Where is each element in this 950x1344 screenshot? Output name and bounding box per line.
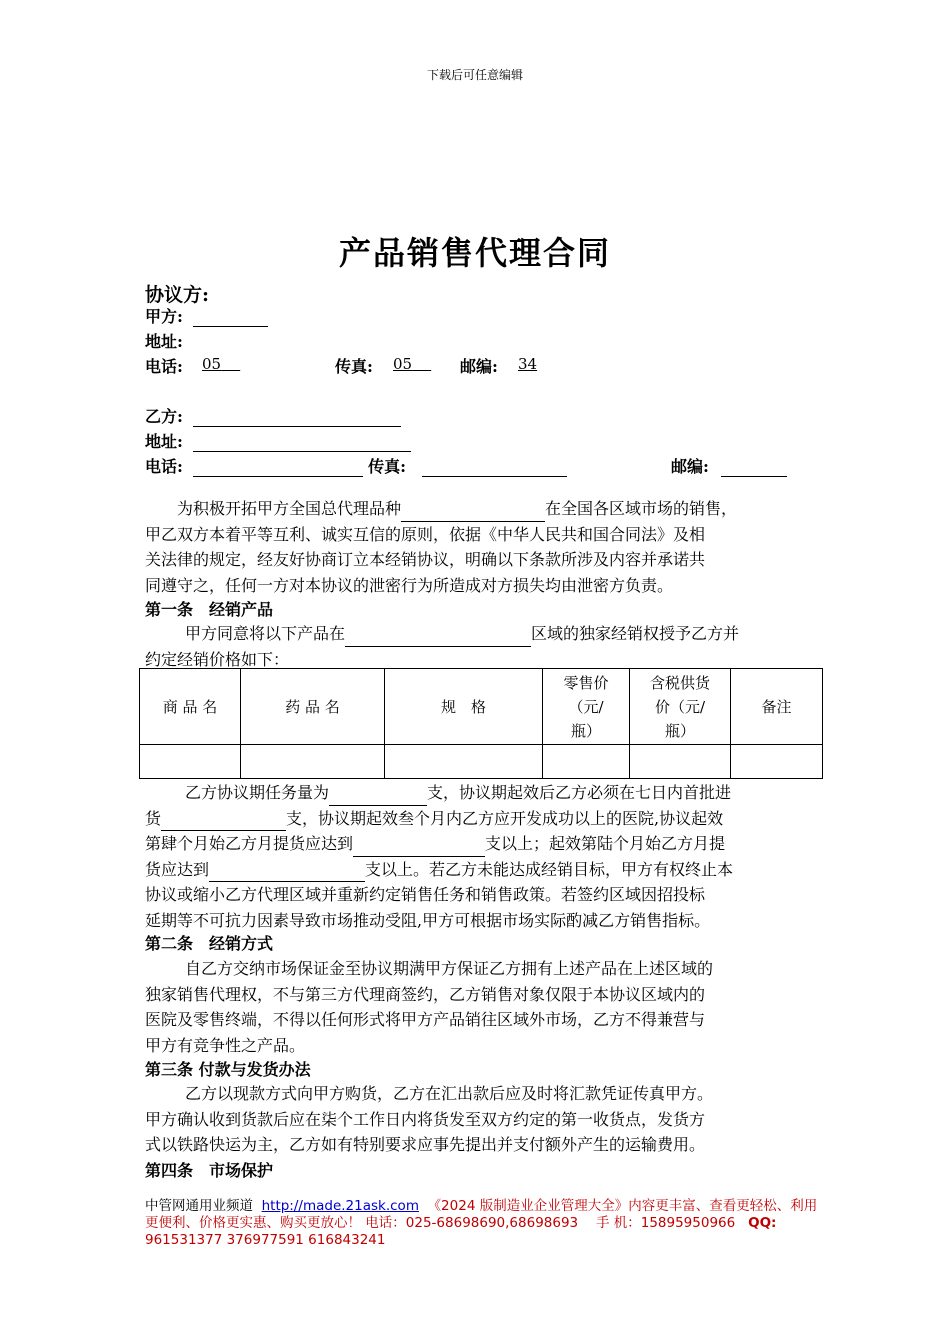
header-supply-price: 含税供货 价（元/ 瓶） [630, 669, 731, 745]
article-3-heading: 第三条 付款与发货办法 [145, 1060, 311, 1079]
party-a-fax-label: 传真: [335, 357, 373, 376]
table-cell[interactable] [241, 745, 385, 779]
footer-promo-2: 更便利、价格更实惠、购买更放心！ 电话：025-68698690,68698693 手 机：15895950966 [145, 1215, 736, 1231]
table-cell[interactable] [543, 745, 630, 779]
party-a-zip-value: 34 [518, 355, 538, 373]
party-a-row [145, 304, 268, 327]
party-b-zip-blank[interactable] [721, 460, 787, 477]
month4-blank[interactable] [353, 842, 485, 857]
contract-title: 产品销售代理合同 [338, 234, 611, 272]
footer-link[interactable]: http://made.21ask.com [261, 1198, 419, 1214]
party-b-zip-label: 邮编: [671, 457, 709, 476]
party-b-fax-label: 传真: [368, 457, 406, 476]
article-1-text: 甲方同意将以下产品在 区域的独家经销权授予乙方并 约定经销价格如下： [145, 624, 740, 669]
task-paragraph: 乙方协议期任务量为 支，协议期起效后乙方必须在七日内首批进 货 支，协议期起效叁个月内乙方应开发成功以上的医院,协议起效 第肆个月始乙方月提货应达到 支以上；起效第陆个月始乙方月提 货应达到 支以上。若乙方未能达成经销目标，甲方有权终止本 协议或缩小乙方代理区域并重新约定销售任务和销售政策。若签约区域因招投标 延期等不可抗力因素导致市场推动受阻,甲方可根据市场实际酌减乙方销售指标。 [145, 783, 734, 930]
party-a-phone-value: 05 [202, 355, 222, 373]
footer-ad [145, 1198, 835, 1249]
header-drug-name: 药 品 名 [241, 669, 385, 745]
party-b-zip-row [671, 454, 787, 477]
region-blank[interactable] [345, 632, 531, 647]
footer-channel: 中管网通用业频道 [145, 1198, 253, 1214]
article-4-heading: 第四条 市场保护 [145, 1161, 274, 1180]
party-b-contact-row [145, 454, 567, 477]
header-remarks: 备注 [731, 669, 823, 745]
table-row [140, 745, 823, 779]
article-1-heading: 第一条 经销产品 [145, 600, 274, 619]
header-retail-price: 零售价 （元/ 瓶） [543, 669, 630, 745]
table-cell[interactable] [731, 745, 823, 779]
party-b-address-row [145, 429, 411, 452]
party-b-row [145, 404, 401, 427]
party-b-fax-blank[interactable] [422, 460, 567, 477]
table-header-row [140, 669, 823, 745]
article-3-text: 乙方以现款方式向甲方购货，乙方在汇出款后应及时将汇款凭证传真甲方。 甲方确认收到货款后应在柒个工作日内将货发至双方约定的第一收货点，发货方 式以铁路快运为主，乙方如有特别要求应事先提出并支付额外产生的运输费用。 [145, 1084, 714, 1154]
footer-promo-1: 《2024 版制造业企业管理大全》内容更丰富、查看更轻松、利用 [427, 1198, 818, 1214]
first-batch-blank[interactable] [161, 816, 286, 831]
party-b-phone-label: 电话: [145, 457, 183, 476]
task-volume-blank[interactable] [329, 791, 427, 806]
table-cell[interactable] [385, 745, 543, 779]
table-cell[interactable] [140, 745, 241, 779]
footer-qq-numbers: 961531377 376977591 616843241 [145, 1232, 386, 1248]
party-a-phone-label: 电话: [145, 357, 183, 376]
table-cell[interactable] [630, 745, 731, 779]
article-2-text: 自乙方交纳市场保证金至协议期满甲方保证乙方拥有上述产品在上述区域的 独家销售代理权，不与第三方代理商签约，乙方销售对象仅限于本协议区域内的 医院及零售终端，不得以任何形式将甲方产品销往区域外市场，乙方不得兼营与 甲方有竞争性之产品。 [145, 959, 714, 1055]
article-2-heading: 第二条 经销方式 [145, 934, 274, 953]
intro-paragraph: 为积极开拓甲方全国总代理品种 在全国各区域市场的销售， 甲乙双方本着平等互利、诚实互信的原则，依据《中华人民共和国合同法》及相 关法律的规定，经友好协商订立本经销协议，明确以下条款所涉及内容并承诺共 同遵守之，任何一方对本协议的泄密行为所造成对方损失均由泄密方负责。 [145, 499, 738, 595]
price-table [139, 668, 823, 779]
header-spec: 规 格 [385, 669, 543, 745]
party-b-address-label: 地址: [145, 432, 183, 451]
party-a-address-label: 地址: [145, 332, 183, 351]
header-note: 下载后可任意编辑 [426, 68, 523, 82]
parties-heading: 协议方: [145, 284, 210, 306]
product-blank[interactable] [401, 507, 545, 522]
party-a-zip-label: 邮编: [460, 357, 498, 376]
party-b-blank[interactable] [193, 410, 401, 427]
footer-qq-label: QQ: [748, 1215, 777, 1231]
party-a-blank[interactable] [193, 310, 268, 327]
party-a-label: 甲方: [145, 307, 183, 326]
month6-blank[interactable] [209, 867, 365, 882]
party-b-label: 乙方: [145, 407, 183, 426]
party-a-fax-value: 05 [393, 355, 413, 373]
party-b-address-blank[interactable] [193, 435, 411, 452]
header-product-name: 商 品 名 [140, 669, 241, 745]
party-b-phone-blank[interactable] [193, 460, 363, 477]
